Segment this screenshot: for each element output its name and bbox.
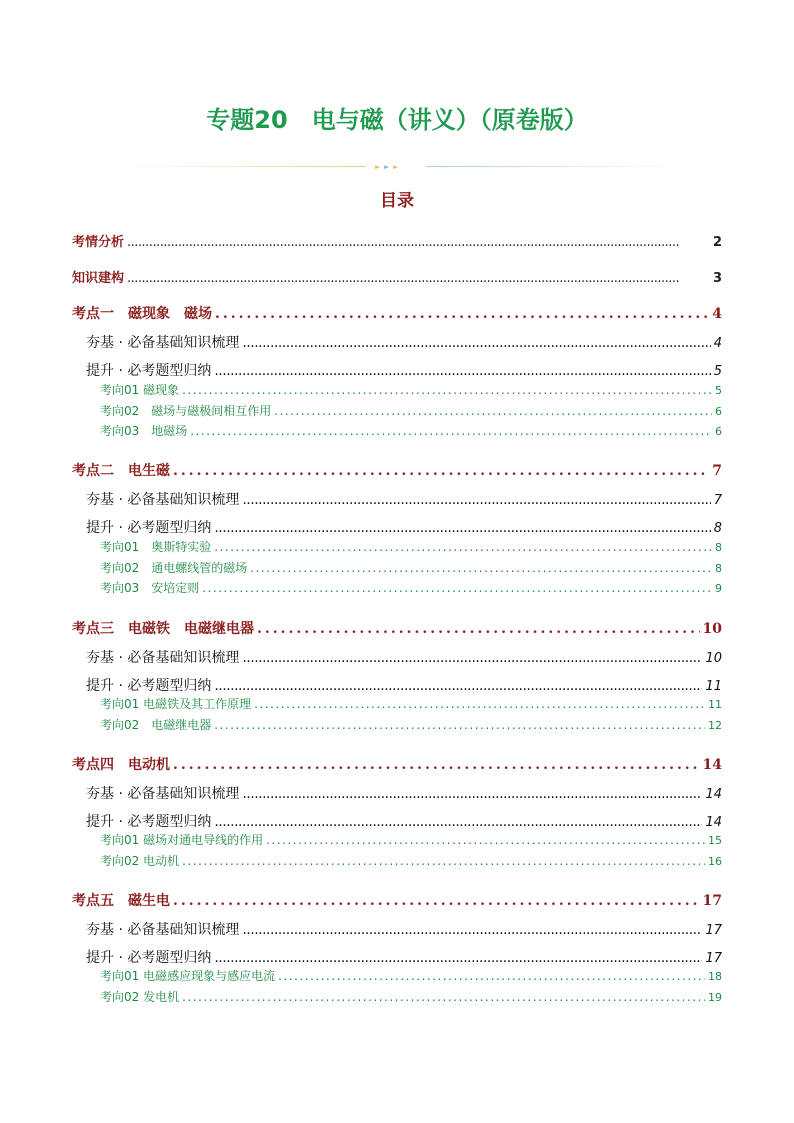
toc-page-number: 7 bbox=[713, 493, 722, 508]
toc-entry-label: 夯基 · 必备基础知识梳理 bbox=[86, 922, 240, 938]
dot-leader bbox=[242, 786, 702, 802]
toc-entry-label: 夯基 · 必备基础知识梳理 bbox=[86, 786, 240, 802]
dot-leader bbox=[182, 854, 705, 868]
toc-entry-label: 考点二 电生磁 bbox=[72, 463, 170, 479]
toc-page-number: 4 bbox=[713, 336, 722, 351]
toc-entry-label: 考向01 电磁铁及其工作原理 bbox=[100, 697, 252, 711]
toc-entry-sub[interactable] bbox=[86, 332, 722, 352]
toc-entry-label: 夯基 · 必备基础知识梳理 bbox=[86, 650, 240, 666]
toc-entry-label: 考向01 磁场对通电导线的作用 bbox=[100, 833, 264, 847]
toc-entry-direction[interactable] bbox=[100, 716, 722, 733]
toc-page-number: 11 bbox=[705, 679, 722, 694]
toc-page-number: 6 bbox=[715, 405, 722, 418]
toc-entry-label: 考向01 奥斯特实验 bbox=[100, 540, 212, 554]
toc-entry-label: 考点三 电磁铁 电磁继电器 bbox=[72, 621, 254, 637]
dot-leader bbox=[214, 363, 710, 379]
toc-entry-analysis[interactable] bbox=[72, 231, 722, 250]
toc-entry-sub[interactable] bbox=[86, 675, 722, 695]
toc-entry-sub[interactable] bbox=[86, 360, 722, 380]
toc-entry-sub[interactable] bbox=[86, 647, 722, 667]
toc-page-number: 11 bbox=[708, 698, 722, 711]
toc-page-number: 18 bbox=[708, 970, 722, 983]
toc-entry-direction[interactable] bbox=[100, 852, 722, 869]
toc-entry-kaodian[interactable] bbox=[72, 618, 722, 638]
toc-entry-sub[interactable] bbox=[86, 919, 722, 939]
toc-entry-kaodian[interactable] bbox=[72, 754, 722, 774]
dot-leader bbox=[257, 621, 700, 637]
toc-entry-direction[interactable] bbox=[100, 967, 722, 984]
toc-page-number: 5 bbox=[715, 384, 722, 397]
toc-entry-direction[interactable] bbox=[100, 538, 722, 555]
toc-entry-kaodian[interactable] bbox=[72, 303, 722, 323]
title-divider bbox=[116, 163, 676, 171]
dot-leader bbox=[173, 463, 709, 479]
dot-leader bbox=[182, 990, 705, 1004]
toc-page-number: 10 bbox=[705, 651, 722, 666]
dot-leader bbox=[250, 561, 712, 575]
toc-page-number: 12 bbox=[708, 719, 722, 732]
divider-arrow-icon: ► bbox=[393, 163, 399, 171]
toc-entry-label: 考向02 电动机 bbox=[100, 854, 180, 868]
toc-entry-label: 考向03 地磁场 bbox=[100, 424, 188, 438]
toc-page-number: 7 bbox=[712, 463, 722, 479]
dot-leader bbox=[127, 271, 680, 286]
toc-page-number: 15 bbox=[708, 834, 722, 847]
toc-entry-direction[interactable] bbox=[100, 381, 722, 398]
toc-entry-knowledge[interactable] bbox=[72, 267, 722, 286]
toc-page-number: 9 bbox=[715, 582, 722, 595]
toc-entry-label: 考情分析 bbox=[72, 235, 125, 250]
toc-entry-label: 考向01 电磁感应现象与感应电流 bbox=[100, 969, 276, 983]
dot-leader bbox=[274, 404, 712, 418]
document-title: 专题20 电与磁（讲义）（原卷版） bbox=[206, 106, 588, 134]
toc-entry-label: 考向02 电磁继电器 bbox=[100, 718, 212, 732]
toc-heading: 目录 bbox=[380, 191, 414, 211]
toc-entry-label: 提升 · 必考题型归纳 bbox=[86, 363, 212, 379]
toc-page-number: 6 bbox=[715, 425, 722, 438]
dot-leader bbox=[127, 235, 680, 250]
dot-leader bbox=[242, 492, 710, 508]
toc-page-number: 3 bbox=[712, 271, 722, 286]
toc-entry-label: 知识建构 bbox=[72, 271, 125, 286]
toc-entry-label: 考点一 磁现象 磁场 bbox=[72, 306, 212, 322]
toc-page-number: 2 bbox=[712, 235, 722, 250]
toc-entry-direction[interactable] bbox=[100, 579, 722, 596]
dot-leader bbox=[254, 697, 705, 711]
toc-entry-sub[interactable] bbox=[86, 811, 722, 831]
divider-line-left bbox=[116, 166, 366, 167]
toc-page-number: 17 bbox=[702, 893, 722, 909]
dot-leader bbox=[214, 540, 712, 554]
dot-leader bbox=[215, 306, 709, 322]
toc-entry-kaodian[interactable] bbox=[72, 890, 722, 910]
toc-entry-direction[interactable] bbox=[100, 422, 722, 439]
toc-entry-kaodian[interactable] bbox=[72, 460, 722, 480]
toc-entry-label: 提升 · 必考题型归纳 bbox=[86, 678, 212, 694]
toc-entry-direction[interactable] bbox=[100, 831, 722, 848]
toc-entry-label: 提升 · 必考题型归纳 bbox=[86, 950, 212, 966]
dot-leader bbox=[214, 950, 702, 966]
toc-entry-direction[interactable] bbox=[100, 402, 722, 419]
toc-page-number: 8 bbox=[715, 541, 722, 554]
toc-entry-label: 夯基 · 必备基础知识梳理 bbox=[86, 492, 240, 508]
toc-entry-sub[interactable] bbox=[86, 489, 722, 509]
toc-entry-sub[interactable] bbox=[86, 517, 722, 537]
toc-entry-direction[interactable] bbox=[100, 695, 722, 712]
toc-page-number: 5 bbox=[713, 364, 722, 379]
dot-leader bbox=[214, 520, 710, 536]
toc-entry-label: 考向03 安培定则 bbox=[100, 581, 200, 595]
dot-leader bbox=[242, 650, 702, 666]
toc-page-number: 19 bbox=[708, 991, 722, 1004]
toc-entry-label: 考向01 磁现象 bbox=[100, 383, 180, 397]
toc-entry-direction[interactable] bbox=[100, 988, 722, 1005]
toc-page-number: 8 bbox=[713, 521, 722, 536]
dot-leader bbox=[242, 335, 710, 351]
toc-entry-label: 考向02 磁场与磁极间相互作用 bbox=[100, 404, 272, 418]
dot-leader bbox=[173, 757, 700, 773]
toc-page-number: 16 bbox=[708, 855, 722, 868]
toc-entry-label: 提升 · 必考题型归纳 bbox=[86, 520, 212, 536]
dot-leader bbox=[214, 814, 702, 830]
toc-entry-direction[interactable] bbox=[100, 559, 722, 576]
toc-page-number: 4 bbox=[712, 306, 722, 322]
divider-line-right bbox=[426, 166, 676, 167]
dot-leader bbox=[202, 581, 712, 595]
dot-leader bbox=[242, 922, 702, 938]
toc-entry-label: 夯基 · 必备基础知识梳理 bbox=[86, 335, 240, 351]
toc-page-number: 17 bbox=[705, 923, 722, 938]
toc-page-number: 14 bbox=[705, 815, 722, 830]
divider-arrow-icon: ► bbox=[375, 163, 381, 171]
toc-entry-label: 考向02 发电机 bbox=[100, 990, 180, 1004]
toc-page-number: 14 bbox=[705, 787, 722, 802]
toc-entry-sub[interactable] bbox=[86, 783, 722, 803]
toc-page-number: 17 bbox=[705, 951, 722, 966]
dot-leader bbox=[278, 969, 705, 983]
dot-leader bbox=[214, 718, 705, 732]
dot-leader bbox=[173, 893, 700, 909]
dot-leader bbox=[190, 424, 712, 438]
toc-page-number: 10 bbox=[702, 621, 722, 637]
toc-page-number: 8 bbox=[715, 562, 722, 575]
toc-page-number: 14 bbox=[702, 757, 722, 773]
dot-leader bbox=[182, 383, 712, 397]
toc-entry-sub[interactable] bbox=[86, 947, 722, 967]
dot-leader bbox=[266, 833, 705, 847]
dot-leader bbox=[214, 678, 702, 694]
toc-entry-label: 考点四 电动机 bbox=[72, 757, 170, 773]
divider-arrow-icon: ► bbox=[384, 163, 390, 171]
toc-entry-label: 提升 · 必考题型归纳 bbox=[86, 814, 212, 830]
toc-entry-label: 考点五 磁生电 bbox=[72, 893, 170, 909]
toc-entry-label: 考向02 通电螺线管的磁场 bbox=[100, 561, 248, 575]
